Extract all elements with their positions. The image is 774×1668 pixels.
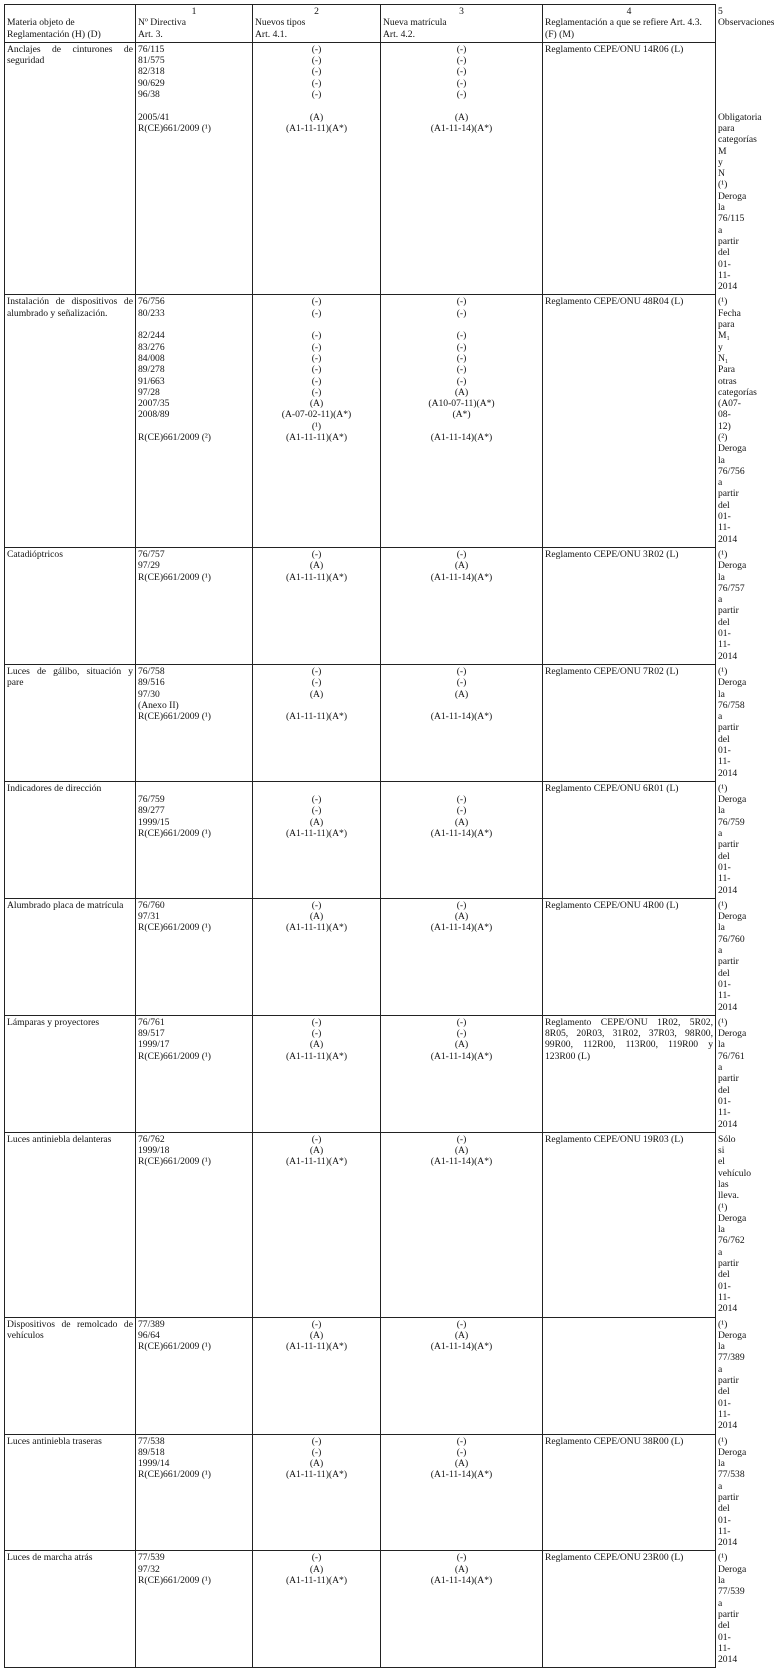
directiva-entry: 90/629 xyxy=(138,77,165,89)
directiva-entry: 1999/18 xyxy=(138,1145,170,1157)
directiva-entry: 1999/14 xyxy=(138,1458,170,1470)
materia-cell xyxy=(5,1132,136,1317)
nuevos-tipos-entry: (-) xyxy=(311,341,322,353)
directiva-entry: 77/538 xyxy=(138,1435,165,1447)
nuevos-tipos-cell xyxy=(253,664,381,781)
header-directiva xyxy=(136,5,253,43)
nuevos-tipos-entry: (A) xyxy=(309,816,324,828)
materia-cell xyxy=(5,1551,136,1668)
nuevos-tipos-entry: (A1-11-11)(A*) xyxy=(285,922,348,934)
directiva-entry: 76/762 xyxy=(138,1133,165,1145)
nuevos-tipos-entry: (A) xyxy=(309,1039,324,1051)
directiva-entry: 76/757 xyxy=(138,548,165,560)
nuevos-tipos-cell xyxy=(253,781,381,898)
directiva-entry: 1999/15 xyxy=(138,816,170,828)
materia-text: Anclajes de cinturones de seguridad xyxy=(7,43,133,67)
nueva-matricula-entry: (A) xyxy=(454,111,469,123)
reglamento-text: Reglamento CEPE/ONU 38R00 (L) xyxy=(545,1435,684,1447)
directiva-entry: 89/516 xyxy=(138,677,165,689)
header-matricula-label: Nueva matrícula xyxy=(383,17,447,29)
header-materia-label: Materia objeto de Reglamentación (H) (D) xyxy=(7,17,101,40)
nueva-matricula-entry xyxy=(383,783,540,794)
nuevos-tipos-entry: (A1-11-11)(A*) xyxy=(285,1469,348,1481)
directiva-entry: 97/32 xyxy=(138,1563,160,1575)
nuevos-tipos-entry: (-) xyxy=(311,375,322,387)
table-row: Luces de marcha atrás 77/539 97/32 R(CE)661/2009 (¹) (-) (A) (A1-11-11)(A*) (-) (A) (A1-11-14)(A*) Reglamento CEPE/ONU 23R00 (L) (¹) Deroga la 77/539 a partir del 01-11-2014 xyxy=(5,1551,716,1668)
materia-cell xyxy=(5,1434,136,1551)
materia-text: Instalación de dispositivos de alumbrado y señalización. xyxy=(7,296,133,319)
directiva-entry: 82/244 xyxy=(138,330,165,342)
nueva-matricula-entry: (A1-11-14)(A*) xyxy=(430,1050,493,1062)
nuevos-tipos-entry: (-) xyxy=(311,364,322,376)
materia-cell xyxy=(5,295,136,548)
nuevos-tipos-entry: (A1-11-11)(A*) xyxy=(285,1575,348,1587)
nuevos-tipos-entry xyxy=(255,319,378,330)
reglamento-text: Reglamento CEPE/ONU 19R03 (L) xyxy=(545,1133,684,1145)
nueva-matricula-entry: (-) xyxy=(456,364,467,376)
nuevos-tipos-entry: (A-07-02-11)(A*) xyxy=(281,409,352,421)
nueva-matricula-entry: (-) xyxy=(456,330,467,342)
directiva-entry xyxy=(138,100,250,111)
reglamento-text: Reglamento CEPE/ONU 1R02, 5R02, 8R05, 20R03, 31R02, 37R03, 98R00, 99R00, 112R00, 113R00, 119R00 y 123R00 (L) xyxy=(545,1016,713,1062)
reglamento-text: Reglamento CEPE/ONU 48R04 (L) xyxy=(545,296,684,308)
directiva-entry: R(CE)661/2009 (¹) xyxy=(138,1156,211,1168)
table-row: Dispositivos de remolcado de vehículos 77/389 96/64 R(CE)661/2009 (¹) (-) (A) (A1-11-11)(A*) (-) (A) (A1-11-14)(A*) (¹) Deroga la 77/389 a partir del 01-11-2014 xyxy=(5,1317,716,1434)
nueva-matricula-entry xyxy=(383,700,540,711)
nueva-matricula-cell xyxy=(381,1317,543,1434)
materia-text: Indicadores de dirección xyxy=(7,782,102,794)
directiva-entry: R(CE)661/2009 (¹) xyxy=(138,1341,211,1353)
nueva-matricula-cell xyxy=(381,42,543,295)
nuevos-tipos-entry: (-) xyxy=(311,548,322,560)
nuevos-tipos-entry: (A1-11-11)(A*) xyxy=(285,1341,348,1353)
nuevos-tipos-entry: (-) xyxy=(311,352,322,364)
nuevos-tipos-entry: (-) xyxy=(311,805,322,817)
directiva-entry: R(CE)661/2009 (¹) xyxy=(138,922,211,934)
materia-text: Luces antiniebla delanteras xyxy=(7,1133,112,1145)
nuevos-tipos-entry: (A1-11-11)(A*) xyxy=(285,1050,348,1062)
nueva-matricula-cell xyxy=(381,781,543,898)
nueva-matricula-entry xyxy=(383,100,540,111)
directiva-entry: 89/517 xyxy=(138,1028,165,1040)
nueva-matricula-entry: (-) xyxy=(456,375,467,387)
nueva-matricula-cell xyxy=(381,1015,543,1132)
nuevos-tipos-cell xyxy=(253,547,381,664)
nuevos-tipos-cell xyxy=(253,42,381,295)
directiva-cell xyxy=(136,42,253,295)
directiva-entry xyxy=(138,421,250,432)
directiva-cell xyxy=(136,547,253,664)
directiva-cell xyxy=(136,1132,253,1317)
nuevos-tipos-entry: (-) xyxy=(311,677,322,689)
directiva-entry: 77/389 xyxy=(138,1318,165,1330)
nuevos-tipos-cell xyxy=(253,295,381,548)
nueva-matricula-entry: (-) xyxy=(456,352,467,364)
directiva-cell xyxy=(136,898,253,1015)
nuevos-tipos-entry: (A) xyxy=(309,560,324,572)
nueva-matricula-entry: (A1-11-14)(A*) xyxy=(430,922,493,934)
nueva-matricula-cell xyxy=(381,547,543,664)
directiva-cell xyxy=(136,1317,253,1434)
nuevos-tipos-entry: (-) xyxy=(311,899,322,911)
header-nueva-matricula xyxy=(381,5,543,43)
nueva-matricula-entry: (-) xyxy=(456,794,467,806)
nueva-matricula-entry: (-) xyxy=(456,296,467,308)
nueva-matricula-entry: (-) xyxy=(456,341,467,353)
directiva-entry: 83/276 xyxy=(138,341,165,353)
nuevos-tipos-entry: (A) xyxy=(309,1145,324,1157)
nueva-matricula-entry: (A) xyxy=(454,816,469,828)
header-nuevos-tipos xyxy=(253,5,381,43)
reglamento-text: Reglamento CEPE/ONU 6R01 (L) xyxy=(545,782,679,794)
nuevos-tipos-entry: (A1-11-11)(A*) xyxy=(285,571,348,583)
directiva-cell xyxy=(136,1551,253,1668)
materia-cell xyxy=(5,664,136,781)
directiva-entry: R(CE)661/2009 (¹) xyxy=(138,828,211,840)
nueva-matricula-entry: (A*) xyxy=(452,409,471,421)
directiva-entry: 2007/35 xyxy=(138,398,170,410)
materia-cell xyxy=(5,1015,136,1132)
nueva-matricula-cell xyxy=(381,898,543,1015)
nuevos-tipos-entry: (-) xyxy=(311,1016,322,1028)
materia-text: Alumbrado placa de matrícula xyxy=(7,899,124,911)
nuevos-tipos-entry: (-) xyxy=(311,1133,322,1145)
directiva-entry: 89/277 xyxy=(138,805,165,817)
nueva-matricula-cell xyxy=(381,1132,543,1317)
reglamento-text: Reglamento CEPE/ONU 7R02 (L) xyxy=(545,665,679,677)
nuevos-tipos-entry: (-) xyxy=(311,665,322,677)
nuevos-tipos-entry: (¹) xyxy=(311,420,322,432)
nuevos-tipos-entry: (A) xyxy=(309,1458,324,1470)
directiva-cell xyxy=(136,1434,253,1551)
directiva-entry: R(CE)661/2009 (²) xyxy=(138,431,211,443)
directiva-entry: 81/575 xyxy=(138,55,165,67)
nueva-matricula-entry: (-) xyxy=(456,307,467,319)
column-number-3: 3 xyxy=(459,6,464,17)
directiva-entry: 96/64 xyxy=(138,1329,160,1341)
table-row: Alumbrado placa de matrícula 76/760 97/31 R(CE)661/2009 (¹) (-) (A) (A1-11-11)(A*) (-) (A) (A1-11-14)(A*) Reglamento CEPE/ONU 4R00 (L) (¹) Deroga la 76/760 a partir del 01-11-2014 xyxy=(5,898,716,1015)
nueva-matricula-entry: (A) xyxy=(454,1039,469,1051)
directiva-entry: 76/761 xyxy=(138,1016,165,1028)
nuevos-tipos-cell xyxy=(253,1015,381,1132)
nueva-matricula-entry: (-) xyxy=(456,899,467,911)
header-nuevos-article: Art. 4.1. xyxy=(255,28,287,40)
materia-text: Luces de marcha atrás xyxy=(7,1552,93,1564)
reglamento-cell xyxy=(543,898,716,1015)
nueva-matricula-entry: (-) xyxy=(456,1028,467,1040)
nueva-matricula-entry: (A1-11-14)(A*) xyxy=(430,1469,493,1481)
directiva-cell xyxy=(136,295,253,548)
directiva-cell xyxy=(136,664,253,781)
nueva-matricula-entry: (A) xyxy=(454,1458,469,1470)
nueva-matricula-entry: (A1-11-14)(A*) xyxy=(430,1341,493,1353)
nuevos-tipos-entry: (A) xyxy=(309,911,324,923)
directiva-entry: 76/115 xyxy=(138,43,165,55)
directiva-entry: 76/759 xyxy=(138,794,165,806)
nueva-matricula-entry: (-) xyxy=(456,805,467,817)
table-row: Anclajes de cinturones de seguridad 76/115 81/575 82/318 90/629 96/38 2005/41 R(CE)661/2009 (¹) (-) (-) (-) (-) (-) (A) (A1-11-11)(A*) (-) (-) (-) (-) (-) (A) (A1-11-14)(A*) Reglamento CEPE/ONU 14R06 (L) Obligatoria para categorías M y N (¹) Deroga la 76/115 a partir del 01-11-2014 xyxy=(5,42,716,295)
nueva-matricula-entry: (A1-11-14)(A*) xyxy=(430,711,493,723)
nuevos-tipos-entry: (A) xyxy=(309,1329,324,1341)
nuevos-tipos-entry: (A1-11-11)(A*) xyxy=(285,828,348,840)
reglamento-text: Reglamento CEPE/ONU 4R00 (L) xyxy=(545,899,679,911)
nueva-matricula-entry: (-) xyxy=(456,548,467,560)
table-row: Lámparas y proyectores 76/761 89/517 1999/17 R(CE)661/2009 (¹) (-) (-) (A) (A1-11-11)(A*) (-) (-) (A) (A1-11-14)(A*) Reglamento CEPE/ONU 1R02, 5R02, 8R05, 20R03, 31R02, 37R03, 98R00, 99R00, 112R00, 113R00, 119R00 y 123R00 (L) (¹) Deroga la 76/761 a partir del 01-11-2014 xyxy=(5,1015,716,1132)
nuevos-tipos-entry: (A1-11-11)(A*) xyxy=(285,122,348,134)
directiva-entry: 89/278 xyxy=(138,364,165,376)
header-row: Materia objeto de Reglamentación (H) (D) 1 Nº Directiva Art. 3. 2 Nuevos tipos Art. 4.1. 3 Nueva matrícula Art. 4.2. 4 Reglamentación a que se refiere Art. 4.3. (F) (M) 5 Observaciones xyxy=(5,5,716,43)
nuevos-tipos-entry: (-) xyxy=(311,1318,322,1330)
nuevos-tipos-cell xyxy=(253,1551,381,1668)
directiva-entry: 76/760 xyxy=(138,899,165,911)
nuevos-tipos-entry xyxy=(255,783,378,794)
directiva-entry: 89/518 xyxy=(138,1446,165,1458)
nuevos-tipos-entry: (A1-11-11)(A*) xyxy=(285,1156,348,1168)
nuevos-tipos-entry: (-) xyxy=(311,1446,322,1458)
regulation-table-page xyxy=(4,4,774,1668)
nueva-matricula-entry: (A) xyxy=(454,688,469,700)
materia-text: Luces de gálibo, situación y pare xyxy=(7,665,133,689)
nuevos-tipos-entry: (A1-11-11)(A*) xyxy=(285,711,348,723)
nueva-matricula-entry: (-) xyxy=(456,77,467,89)
directiva-entry xyxy=(138,783,250,794)
nuevos-tipos-entry: (-) xyxy=(311,55,322,67)
nueva-matricula-entry: (A1-11-14)(A*) xyxy=(430,431,493,443)
nuevos-tipos-entry: (-) xyxy=(311,296,322,308)
nueva-matricula-cell xyxy=(381,1551,543,1668)
nuevos-tipos-entry: (-) xyxy=(311,307,322,319)
nueva-matricula-entry: (A1-11-14)(A*) xyxy=(430,828,493,840)
nuevos-tipos-entry: (A1-11-11)(A*) xyxy=(285,431,348,443)
header-directiva-label: Nº Directiva xyxy=(138,17,186,29)
reglamento-text: Reglamento CEPE/ONU 14R06 (L) xyxy=(545,43,684,55)
nueva-matricula-entry: (-) xyxy=(456,1318,467,1330)
reglamento-cell xyxy=(543,1317,716,1434)
nueva-matricula-entry: (A) xyxy=(454,1145,469,1157)
directiva-entry: 2008/89 xyxy=(138,409,170,421)
nuevos-tipos-cell xyxy=(253,898,381,1015)
nuevos-tipos-cell xyxy=(253,1317,381,1434)
directiva-entry: 76/758 xyxy=(138,665,165,677)
table-body xyxy=(5,42,762,1668)
directiva-entry: 97/29 xyxy=(138,560,160,572)
materia-text: Lámparas y proyectores xyxy=(7,1016,100,1028)
nueva-matricula-cell xyxy=(381,295,543,548)
header-matricula-article: Art. 4.2. xyxy=(383,28,415,40)
nueva-matricula-entry: (A1-11-14)(A*) xyxy=(430,1575,493,1587)
reglamento-cell xyxy=(543,1132,716,1317)
directiva-entry: R(CE)661/2009 (¹) xyxy=(138,1469,211,1481)
directiva-entry: R(CE)661/2009 (¹) xyxy=(138,1050,211,1062)
directiva-entry: 76/756 xyxy=(138,296,165,308)
directiva-entry: R(CE)661/2009 (¹) xyxy=(138,711,211,723)
reglamento-cell xyxy=(543,42,716,295)
table-row: Indicadores de dirección 76/759 89/277 1999/15 R(CE)661/2009 (¹) (-) (-) (A) (A1-11-11)(A*) (-) (-) (A) (A1-11-14)(A*) Reglamento CEPE/ONU 6R01 (L) (¹) Deroga la 76/759 a partir del 01-11-2014 xyxy=(5,781,716,898)
nueva-matricula-entry: (-) xyxy=(456,43,467,55)
directiva-entry: 1999/17 xyxy=(138,1039,170,1051)
materia-cell xyxy=(5,547,136,664)
nuevos-tipos-entry xyxy=(255,700,378,711)
header-reglamentacion-label: Reglamentación a que se refiere Art. 4.3. (F) (M) xyxy=(545,17,702,40)
directiva-entry: 91/663 xyxy=(138,375,165,387)
nueva-matricula-entry: (A) xyxy=(454,386,469,398)
directiva-entry xyxy=(138,319,250,330)
nuevos-tipos-entry: (-) xyxy=(311,1435,322,1447)
nueva-matricula-entry xyxy=(383,319,540,330)
directiva-entry: 84/008 xyxy=(138,352,165,364)
header-reglamentacion xyxy=(543,5,716,43)
directiva-entry: 97/28 xyxy=(138,386,160,398)
nuevos-tipos-entry: (-) xyxy=(311,43,322,55)
nueva-matricula-entry: (-) xyxy=(456,66,467,78)
table-row: Luces antiniebla delanteras 76/762 1999/18 R(CE)661/2009 (¹) (-) (A) (A1-11-11)(A*) (-) (A) (A1-11-14)(A*) Reglamento CEPE/ONU 19R03 (L) Sólo si el vehículo las lleva. (¹) Deroga la 76/762 a partir del 01-11-2014 xyxy=(5,1132,716,1317)
directiva-cell xyxy=(136,781,253,898)
nueva-matricula-entry: (-) xyxy=(456,1435,467,1447)
nuevos-tipos-entry: (-) xyxy=(311,1552,322,1564)
directiva-entry: R(CE)661/2009 (¹) xyxy=(138,122,211,134)
reglamento-cell xyxy=(543,1434,716,1551)
directiva-entry: 2005/41 xyxy=(138,111,170,123)
header-directiva-article: Art. 3. xyxy=(138,28,163,40)
directiva-entry: 97/31 xyxy=(138,911,160,923)
column-number-4: 4 xyxy=(626,6,632,17)
materia-cell xyxy=(5,42,136,295)
materia-cell xyxy=(5,898,136,1015)
materia-cell xyxy=(5,781,136,898)
nueva-matricula-entry: (A1-11-14)(A*) xyxy=(430,1156,493,1168)
directiva-entry: R(CE)661/2009 (¹) xyxy=(138,1575,211,1587)
nuevos-tipos-cell xyxy=(253,1434,381,1551)
nueva-matricula-entry: (-) xyxy=(456,1133,467,1145)
nueva-matricula-entry: (A) xyxy=(454,560,469,572)
nuevos-tipos-entry: (-) xyxy=(311,794,322,806)
nueva-matricula-entry: (-) xyxy=(456,665,467,677)
nueva-matricula-entry: (-) xyxy=(456,1016,467,1028)
nuevos-tipos-cell xyxy=(253,1132,381,1317)
nuevos-tipos-entry: (A) xyxy=(309,1563,324,1575)
materia-text: Catadióptricos xyxy=(7,548,63,560)
table-row: Luces antiniebla traseras 77/538 89/518 1999/14 R(CE)661/2009 (¹) (-) (-) (A) (A1-11-11)(A*) (-) (-) (A) (A1-11-14)(A*) Reglamento CEPE/ONU 38R00 (L) (¹) Deroga la 77/538 a partir del 01-11-2014 xyxy=(5,1434,716,1551)
directiva-entry: (Anexo II) xyxy=(138,699,179,711)
regulation-table xyxy=(4,4,774,1668)
nuevos-tipos-entry: (-) xyxy=(311,1028,322,1040)
nueva-matricula-entry: (A) xyxy=(454,1329,469,1341)
nueva-matricula-entry: (-) xyxy=(456,89,467,101)
nueva-matricula-entry: (-) xyxy=(456,677,467,689)
directiva-entry: 82/318 xyxy=(138,66,165,78)
nuevos-tipos-entry: (-) xyxy=(311,77,322,89)
reglamento-text: Reglamento CEPE/ONU 3R02 (L) xyxy=(545,548,679,560)
nuevos-tipos-entry: (A) xyxy=(309,111,324,123)
materia-cell xyxy=(5,1317,136,1434)
nuevos-tipos-entry: (-) xyxy=(311,330,322,342)
directiva-entry: 77/539 xyxy=(138,1552,165,1564)
reglamento-cell xyxy=(543,295,716,548)
nueva-matricula-entry xyxy=(383,421,540,432)
directiva-cell xyxy=(136,1015,253,1132)
materia-text: Dispositivos de remolcado de vehículos xyxy=(7,1318,133,1341)
nuevos-tipos-entry: (-) xyxy=(311,386,322,398)
nuevos-tipos-entry: (A) xyxy=(309,398,324,410)
directiva-entry: 96/38 xyxy=(138,89,160,101)
reglamento-cell xyxy=(543,781,716,898)
nuevos-tipos-entry: (-) xyxy=(311,66,322,78)
nueva-matricula-entry: (A10-07-11)(A*) xyxy=(428,398,495,410)
directiva-entry: 80/233 xyxy=(138,307,165,319)
nueva-matricula-cell xyxy=(381,664,543,781)
materia-text: Luces antiniebla traseras xyxy=(7,1435,102,1447)
nueva-matricula-entry: (A) xyxy=(454,1563,469,1575)
nueva-matricula-entry: (-) xyxy=(456,55,467,67)
header-materia xyxy=(5,5,136,43)
nuevos-tipos-entry: (-) xyxy=(311,89,322,101)
directiva-entry: R(CE)661/2009 (¹) xyxy=(138,571,211,583)
nueva-matricula-cell xyxy=(381,1434,543,1551)
directiva-entry: 97/30 xyxy=(138,688,160,700)
column-number-1: 1 xyxy=(191,6,197,17)
table-row: Catadióptricos 76/757 97/29 R(CE)661/2009 (¹) (-) (A) (A1-11-11)(A*) (-) (A) (A1-11-14)(A*) Reglamento CEPE/ONU 3R02 (L) (¹) Deroga la 76/757 a partir del 01-11-2014 xyxy=(5,547,716,664)
reglamento-cell xyxy=(543,547,716,664)
column-number-2: 2 xyxy=(314,6,319,17)
table-row: Luces de gálibo, situación y pare 76/758 89/516 97/30 (Anexo II) R(CE)661/2009 (¹) (-) (-) (A) (A1-11-11)(A*) (-) (-) (A) (A1-11-14)(A*) Reglamento CEPE/ONU 7R02 (L) (¹) Deroga la 76/758 a partir del 01-11-2014 xyxy=(5,664,716,781)
nueva-matricula-entry: (A1-11-14)(A*) xyxy=(430,571,493,583)
header-nuevos-label: Nuevos tipos xyxy=(255,17,306,29)
table-row: Instalación de dispositivos de alumbrado y señalización. 76/756 80/233 82/244 83/276 84/008 89/278 91/663 97/28 2007/35 2008/89 R(CE)661/2009 (²) (-) (-) (-) (-) (-) (-) (-) (-) (A) (A-07-02-11)(A*) (¹) (A1-11-11)(A*) (-) (-) (-) (-) (-) (-) (-) (A) (A10-07-11)(A*) (A*) (A1-11-14)(A*) Reglamento CEPE/ONU 48R04 (L) (¹) Fecha para M₁ y N₁ Para otras categorías (A07-08-12) (²) Deroga la 76/756 a partir del 01-11-2014 xyxy=(5,295,716,548)
nueva-matricula-entry: (A) xyxy=(454,911,469,923)
reglamento-cell xyxy=(543,1015,716,1132)
reglamento-cell xyxy=(543,1551,716,1668)
reglamento-cell xyxy=(543,664,716,781)
nuevos-tipos-entry xyxy=(255,100,378,111)
reglamento-text: Reglamento CEPE/ONU 23R00 (L) xyxy=(545,1552,684,1564)
nueva-matricula-entry: (A1-11-14)(A*) xyxy=(430,122,493,134)
nuevos-tipos-entry: (A) xyxy=(309,688,324,700)
nueva-matricula-entry: (-) xyxy=(456,1552,467,1564)
nueva-matricula-entry: (-) xyxy=(456,1446,467,1458)
